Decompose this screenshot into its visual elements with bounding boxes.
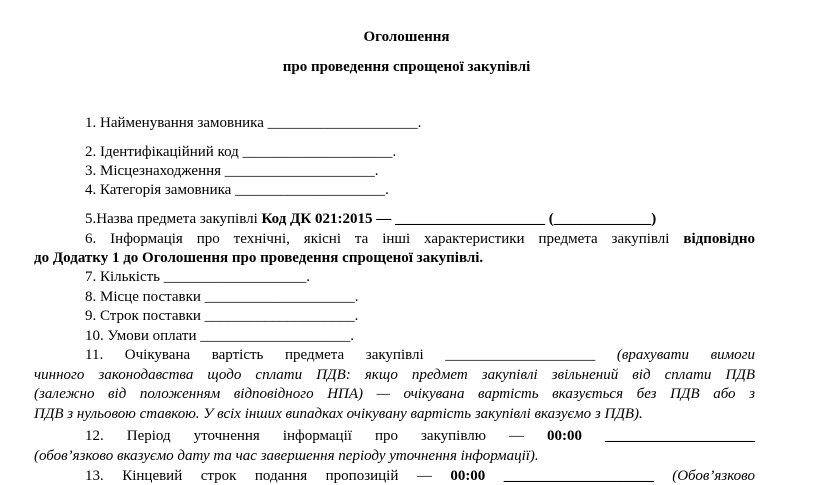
item-customer-name: 1. Найменування замовника ____________________. xyxy=(85,115,422,131)
item-subject-code: Код ДК 021:2015 — ____________________ (_____________) xyxy=(261,211,657,227)
item-delivery-term: 9. Строк поставки ____________________. xyxy=(85,308,359,324)
item-submission-deadline xyxy=(34,467,755,485)
item-clarification-period-line2: (обов’язково вказуємо дату та час завершення періоду уточнення інформації). xyxy=(34,448,539,464)
item-subject-name xyxy=(85,210,656,228)
item-expected-value-text: 11. Очікувана вартість предмета закупівлі ____________________ xyxy=(85,347,617,363)
item-quantity: 7. Кількість ___________________. xyxy=(85,269,311,285)
document-subtitle: про проведення спрощеної закупівлі xyxy=(282,59,531,75)
item-customer-category: 4. Категорія замовника ____________________. xyxy=(85,182,389,198)
item-expected-value-line2: чинного законодавства щодо сплати ПДВ: якщо предмет закупівлі звільнений від сплати ПДВ xyxy=(34,367,755,383)
item-submission-deadline-note: (Обов’язково xyxy=(672,468,755,484)
item-characteristics-text: 6. Інформація про технічні, якісні та інші характеристики предмета закупівлі xyxy=(85,231,684,247)
item-submission-deadline-time: 00:00 ____________________ xyxy=(450,468,673,484)
item-delivery-place: 8. Місце поставки ____________________. xyxy=(85,289,359,305)
item-expected-value-line4: ПДВ з нульовою ставкою. У всіх інших випадках очікувану вартість закупівлі вказуємо з ПДВ). xyxy=(34,406,643,422)
item-submission-deadline-text: 13. Кінцевий строк подання пропозицій — xyxy=(85,468,451,484)
item-characteristics-bold: відповідно xyxy=(683,231,755,247)
item-location: 3. Місцезнаходження ____________________. xyxy=(85,163,379,179)
document-title: Оголошення xyxy=(363,29,450,45)
item-expected-value-line1 xyxy=(34,346,755,364)
item-subject-label: 5.Назва предмета закупівлі xyxy=(85,211,262,227)
item-expected-value-note: (врахувати вимоги xyxy=(616,347,756,363)
item-expected-value-line3: (залежно від положенням відповідного НПА) — очікувана вартість вказується без ПДВ або з xyxy=(34,386,755,402)
item-clarification-period-time: 00:00 ____________________ xyxy=(546,428,755,444)
item-identification-code: 2. Ідентифікаційний код ____________________. xyxy=(85,144,397,160)
item-characteristics-line2: до Додатку 1 до Оголошення про проведення спрощеної закупівлі. xyxy=(34,250,484,266)
item-payment-terms: 10. Умови оплати ____________________. xyxy=(85,328,355,344)
item-clarification-period-line1 xyxy=(34,427,755,445)
item-characteristics-line1 xyxy=(34,230,755,248)
item-clarification-period-text: 12. Період уточнення інформації про закупівлю — xyxy=(85,428,547,444)
